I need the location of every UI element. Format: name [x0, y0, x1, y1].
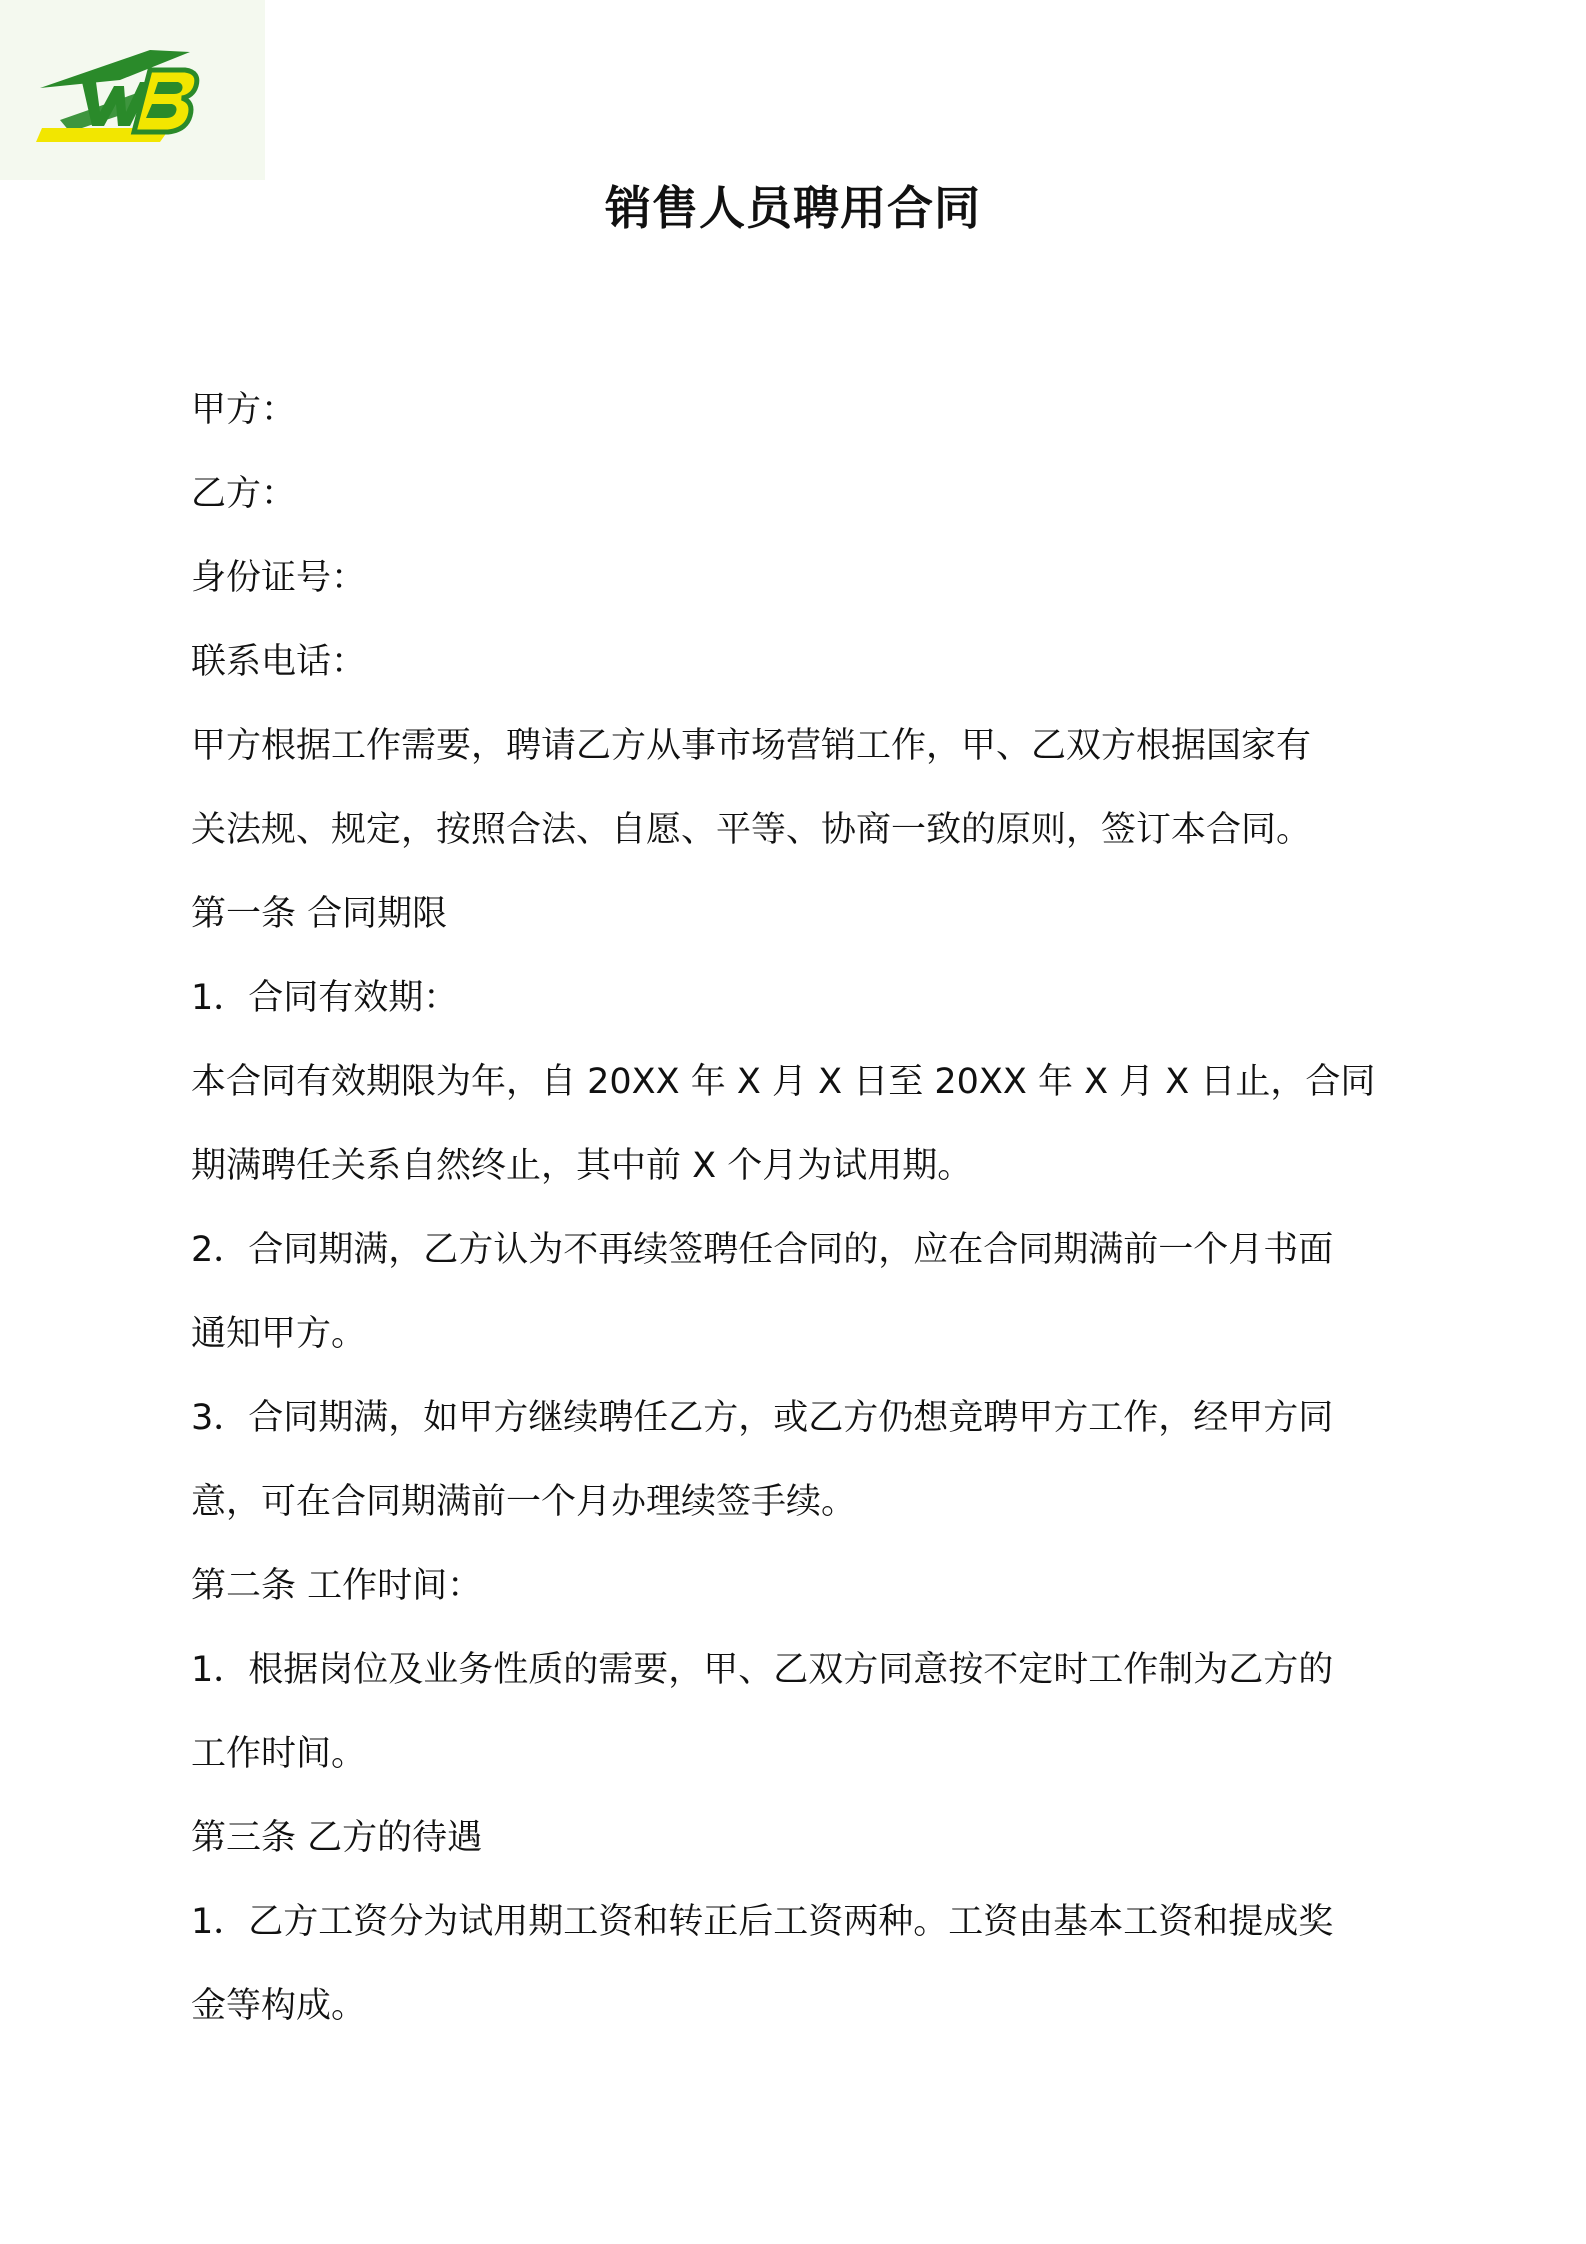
clause-line: 1．乙方工资分为试用期工资和转正后工资两种。工资由基本工资和提成奖	[191, 1902, 1334, 1942]
paragraph-line: 工作时间。	[191, 1734, 367, 1774]
paragraph-line: 金等构成。	[191, 1986, 367, 2026]
party-a-line: 甲方：	[191, 390, 297, 430]
id-number-line: 身份证号：	[191, 558, 367, 598]
article-heading: 第二条 工作时间：	[191, 1566, 483, 1606]
clause-line: 1．合同有效期：	[191, 978, 459, 1018]
paragraph-line: 本合同有效期限为年，自 20XX 年 X 月 X 日至 20XX 年 X 月 X 日止，合同	[191, 1062, 1376, 1102]
clause-line: 3．合同期满，如甲方继续聘任乙方，或乙方仍想竞聘甲方工作，经甲方同	[191, 1398, 1334, 1438]
company-logo	[0, 0, 265, 180]
paragraph-line: 关法规、规定，按照合法、自愿、平等、协商一致的原则，签订本合同。	[191, 810, 1312, 850]
clause-line: 2．合同期满，乙方认为不再续签聘任合同的，应在合同期满前一个月书面	[191, 1230, 1334, 1270]
paragraph-line: 期满聘任关系自然终止，其中前 X 个月为试用期。	[191, 1146, 973, 1186]
clause-line: 1．根据岗位及业务性质的需要，甲、乙双方同意按不定时工作制为乙方的	[191, 1650, 1334, 1690]
contract-body	[191, 368, 1421, 2048]
paragraph-line: 意，可在合同期满前一个月办理续签手续。	[191, 1482, 857, 1522]
phone-line: 联系电话：	[191, 642, 367, 682]
article-heading: 第一条 合同期限	[191, 894, 448, 934]
party-b-line: 乙方：	[191, 474, 297, 514]
wb-logo-icon	[0, 0, 265, 180]
article-heading: 第三条 乙方的待遇	[191, 1818, 483, 1858]
paragraph-line: 通知甲方。	[191, 1314, 367, 1354]
document-title: 销售人员聘用合同	[605, 181, 981, 235]
paragraph-line: 甲方根据工作需要，聘请乙方从事市场营销工作，甲、乙双方根据国家有	[191, 726, 1312, 766]
